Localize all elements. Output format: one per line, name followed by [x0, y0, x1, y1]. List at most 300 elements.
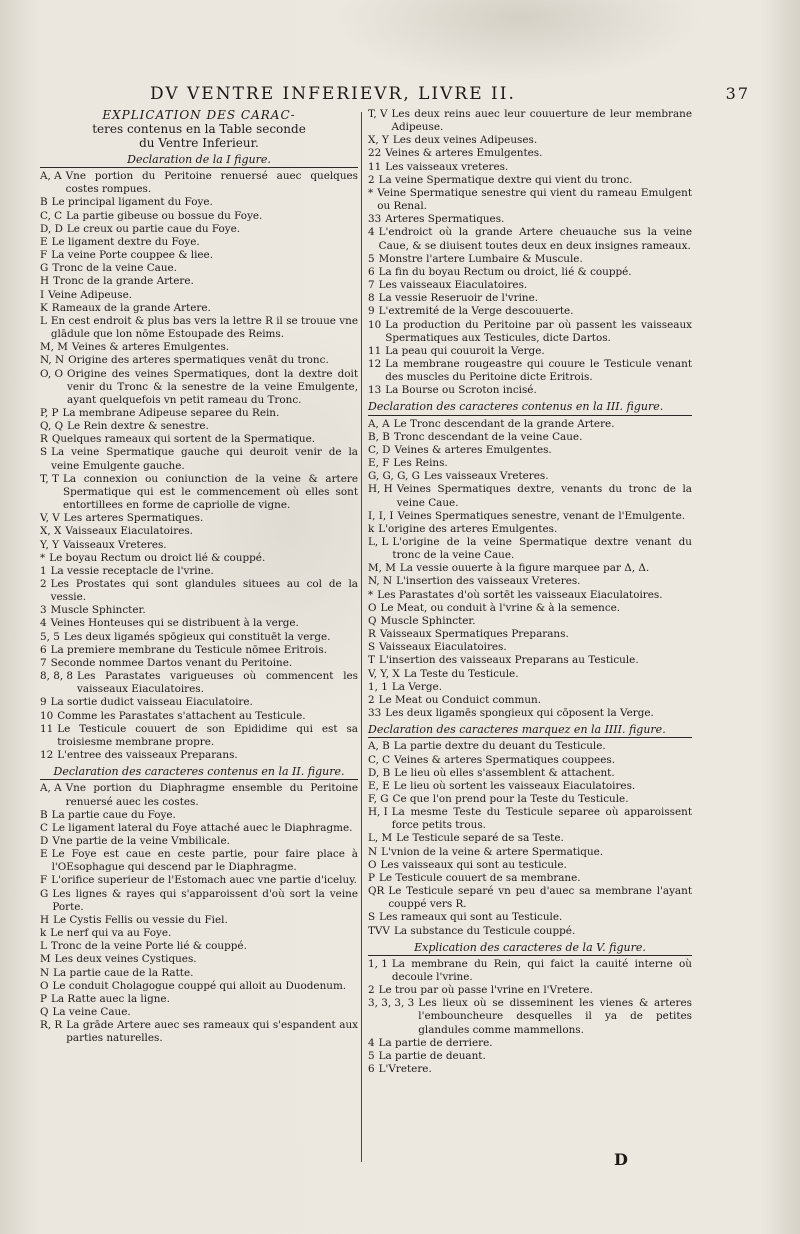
- legend-entry: [368, 174, 692, 187]
- legend-text: Veines Spermatiques senestre, venant de l'Emulgente.: [397, 509, 686, 522]
- heading-figure-1: Declaration de la I figure.: [40, 153, 358, 168]
- legend-marker: H, I: [368, 806, 388, 819]
- legend-text: Le ligament dextre du Foye.: [51, 235, 200, 248]
- legend-marker: Y, Y: [40, 538, 59, 551]
- legend-text: Tronc descendant de la veine Caue.: [393, 430, 583, 443]
- legend-entry: [40, 822, 358, 835]
- legend-marker: 8, 8, 8: [40, 670, 74, 683]
- legend-entry: [40, 565, 358, 578]
- legend-marker: R, R: [40, 1019, 63, 1032]
- legend-text: Arteres Spermatiques.: [385, 213, 505, 226]
- legend-entry: [368, 483, 692, 509]
- legend-marker: 4: [368, 226, 375, 239]
- legend-marker: O: [40, 979, 49, 992]
- left-column: [40, 108, 358, 1045]
- legend-entry: [40, 578, 358, 604]
- legend-text: Veines & arteres Emulgentes.: [385, 147, 543, 160]
- legend-marker: 5, 5: [40, 630, 60, 643]
- legend-text: Veines Honteuses qui se distribuent à la verge.: [50, 617, 299, 630]
- list-figure-2-continued: [368, 108, 692, 397]
- legend-text: La mesme Teste du Testicule separee où apparoissent force petits trous.: [391, 806, 692, 832]
- legend-entry: [40, 539, 358, 552]
- legend-marker: *: [368, 588, 374, 601]
- legend-text: Vaisseaux Spermatiques Preparans.: [379, 628, 569, 641]
- header-title: DV VENTRE INFERIEVR, LIVRE II.: [150, 84, 516, 104]
- legend-marker: D: [40, 834, 49, 847]
- legend-entry: [40, 420, 358, 433]
- legend-marker: Q: [368, 614, 377, 627]
- legend-entry: [368, 615, 692, 628]
- legend-entry: [368, 780, 692, 793]
- legend-entry: [40, 953, 358, 966]
- legend-marker: I, I, I: [368, 509, 394, 522]
- legend-marker: B: [40, 808, 48, 821]
- legend-entry: [40, 604, 358, 617]
- legend-marker: H: [40, 913, 50, 926]
- legend-marker: k: [368, 522, 375, 535]
- legend-marker: C, C: [40, 209, 63, 222]
- legend-marker: 2: [368, 984, 375, 997]
- legend-marker: B, B: [368, 430, 390, 443]
- legend-entry: [368, 641, 692, 654]
- legend-text: Seconde nommee Dartos venant du Peritoine.: [50, 656, 293, 669]
- legend-text: Le creux ou partie caue du Foye.: [66, 222, 241, 235]
- legend-text: Monstre l'artere Lumbaire & Muscule.: [378, 252, 583, 265]
- legend-entry: [40, 848, 358, 874]
- legend-marker: 1: [40, 564, 47, 577]
- legend-entry: [40, 710, 358, 723]
- legend-text: La sortie dudict vaisseau Eiaculatoire.: [50, 696, 253, 709]
- legend-text: La production du Peritoine par où passent les vaisseaux Spermatiques aux Testicules, dicte Dartos.: [385, 318, 692, 344]
- legend-entry: [40, 341, 358, 354]
- title-line-1: EXPLICATION DES CARAC-: [102, 108, 296, 122]
- legend-entry: [368, 602, 692, 615]
- legend-text: Comme les Parastates s'attachent au Testicule.: [57, 709, 306, 722]
- legend-entry: [368, 575, 692, 588]
- legend-marker: TVV: [368, 924, 390, 937]
- legend-text: Le Meat, ou conduit à l'vrine & à la semence.: [380, 601, 621, 614]
- legend-marker: *: [40, 551, 46, 564]
- legend-marker: 11: [368, 160, 382, 173]
- legend-marker: 7: [40, 656, 47, 669]
- legend-text: Veines & arteres Spermatiques couppees.: [394, 753, 615, 766]
- legend-text: La veine Caue.: [52, 1006, 131, 1018]
- legend-entry: [368, 187, 692, 213]
- legend-entry: [368, 266, 692, 279]
- legend-entry: [368, 134, 692, 147]
- legend-marker: 13: [368, 384, 382, 397]
- legend-text: Les deux veines Adipeuses.: [392, 134, 538, 147]
- legend-text: Le Testicule couuert de sa membrane.: [379, 871, 581, 884]
- legend-text: Vne portion du Diaphragme ensemble du Peritoine renuersé auec les costes.: [65, 782, 358, 808]
- legend-text: Le Testicule separé de sa Teste.: [396, 832, 564, 845]
- legend-text: Le trou par où passe l'vrine en l'Vretere.: [378, 984, 593, 997]
- legend-entry: [40, 888, 358, 914]
- legend-entry: [368, 384, 692, 397]
- legend-text: Le Testicule separé vn peu d'auec sa membrane l'ayant couppé vers R.: [388, 885, 692, 911]
- legend-marker: 9: [40, 696, 47, 709]
- legend-text: Vaisseaux Eiaculatoires.: [65, 525, 193, 538]
- legend-entry: [368, 1063, 692, 1076]
- legend-marker: A, B: [368, 740, 390, 753]
- legend-text: Veines & arteres Emulgentes.: [394, 443, 552, 456]
- legend-text: La grāde Artere auec ses rameaux qui s'espandent aux parties naturelles.: [66, 1019, 358, 1045]
- legend-entry: [40, 368, 358, 407]
- legend-entry: [40, 670, 358, 696]
- legend-text: L'insertion des vaisseaux Preparans au Testicule.: [378, 654, 639, 667]
- column-divider: [361, 112, 362, 1162]
- legend-text: La membrane rougeastre qui couure le Testicule venant des muscles du Peritoine dicte Eritrois.: [385, 357, 692, 384]
- legend-text: La peau qui couuroit la Verge.: [385, 344, 545, 357]
- legend-entry: [368, 536, 692, 562]
- section-title: [40, 108, 358, 150]
- legend-marker: QR: [368, 885, 385, 898]
- legend-entry: [368, 681, 692, 694]
- legend-marker: K: [40, 301, 48, 314]
- legend-entry: [368, 859, 692, 872]
- legend-text: Vne portion du Peritoine renuersé auec quelques costes rompues.: [65, 170, 358, 196]
- legend-marker: O: [368, 858, 377, 871]
- legend-text: La partie gibeuse ou bossue du Foye.: [66, 209, 263, 222]
- legend-entry: [368, 832, 692, 845]
- legend-entry: [40, 223, 358, 236]
- legend-marker: 33: [368, 213, 382, 226]
- legend-entry: [40, 407, 358, 420]
- legend-text: Veine Adipeuse.: [48, 288, 133, 301]
- page-number: 37: [725, 84, 750, 103]
- legend-entry: [40, 809, 358, 822]
- legend-entry: [368, 694, 692, 707]
- legend-entry: [368, 806, 692, 832]
- legend-entry: [368, 925, 692, 938]
- legend-marker: E, E: [368, 779, 390, 792]
- legend-marker: M: [40, 953, 51, 966]
- legend-entry: [40, 525, 358, 538]
- legend-entry: [40, 993, 358, 1006]
- legend-text: L'insertion des vaisseaux Vreteres.: [396, 575, 581, 588]
- legend-text: Le Rein dextre & senestre.: [67, 420, 209, 433]
- legend-entry: [368, 740, 692, 753]
- legend-text: La partie caue de la Ratte.: [53, 966, 194, 979]
- legend-entry: [40, 249, 358, 262]
- legend-text: Veines Spermatiques dextre, venants du tronc de la veine Caue.: [396, 483, 692, 509]
- legend-text: Les arteres Spermatiques.: [63, 512, 204, 525]
- legend-marker: 9: [368, 305, 375, 318]
- legend-marker: E, F: [368, 457, 390, 470]
- legend-marker: V, Y, X: [368, 667, 400, 680]
- legend-marker: N, N: [368, 575, 393, 588]
- legend-text: L'endroict où la grande Artere cheuauche sus la veine Caue, & se diuisent toutes deux en deux insignes rameaux.: [378, 226, 692, 252]
- legend-entry: [40, 289, 358, 302]
- legend-marker: H: [40, 275, 50, 288]
- legend-text: La partie de deuant.: [378, 1049, 486, 1062]
- legend-entry: [40, 262, 358, 275]
- legend-marker: 1, 1: [368, 957, 388, 970]
- legend-entry: [368, 1037, 692, 1050]
- legend-entry: [368, 846, 692, 859]
- legend-marker: 12: [40, 749, 54, 762]
- legend-marker: 3, 3, 3, 3: [368, 997, 415, 1010]
- legend-marker: B: [40, 196, 48, 209]
- legend-entry: [40, 210, 358, 223]
- heading-figure-2: Declaration des caracteres contenus en la II. figure.: [40, 765, 358, 780]
- legend-marker: C: [40, 821, 48, 834]
- legend-text: Le Foye est caue en ceste partie, pour faire place à l'OEsophague qui descend par le Diaphragme.: [51, 848, 358, 874]
- legend-text: La premiere membrane du Testicule nōmee Eritrois.: [50, 643, 328, 656]
- legend-text: Les rameaux qui sont au Testicule.: [379, 911, 563, 924]
- legend-marker: T: [368, 654, 375, 667]
- legend-entry: [40, 980, 358, 993]
- legend-entry: [368, 319, 692, 345]
- legend-entry: [40, 433, 358, 446]
- legend-text: Rameaux de la grande Artere.: [51, 301, 211, 314]
- legend-marker: E: [40, 848, 48, 861]
- legend-entry: [40, 782, 358, 808]
- legend-entry: [40, 170, 358, 196]
- legend-text: L'Vretere.: [378, 1063, 432, 1076]
- legend-marker: L: [40, 940, 47, 953]
- legend-marker: 11: [40, 722, 54, 735]
- legend-text: Origine des veines Spermatiques, dont la dextre doit venir du Tronc & la senestre de la veine Emulgente, ayant quelquefois vn petit rameau du Tronc.: [67, 367, 358, 406]
- legend-text: L'entree des vaisseaux Preparans.: [57, 749, 238, 762]
- legend-text: La membrane du Rein, qui faict la cauité interne où decoule l'vrine.: [391, 957, 692, 983]
- legend-text: Les Reins.: [393, 457, 448, 470]
- heading-figure-4: Declaration des caracteres marquez en la IIII. figure.: [368, 723, 692, 738]
- legend-marker: A, A: [40, 782, 62, 795]
- legend-entry: [40, 696, 358, 709]
- legend-entry: [40, 657, 358, 670]
- legend-entry: [368, 885, 692, 911]
- legend-text: La veine Porte couppee & liee.: [51, 249, 213, 262]
- legend-marker: F, G: [368, 792, 389, 805]
- legend-marker: 4: [40, 617, 47, 630]
- list-figure-4: [368, 740, 692, 937]
- legend-entry: [368, 431, 692, 444]
- legend-entry: [368, 958, 692, 984]
- legend-text: L'orifice superieur de l'Estomach auec vne partie d'iceluy.: [51, 874, 357, 887]
- legend-text: Les deux veines Cystiques.: [54, 953, 197, 966]
- legend-entry: [368, 628, 692, 641]
- legend-text: Le boyau Rectum ou droict lié & couppé.: [49, 551, 266, 564]
- list-figure-5: [368, 958, 692, 1076]
- legend-text: La Bourse ou Scroton incisé.: [385, 384, 537, 397]
- legend-entry: [40, 874, 358, 887]
- legend-marker: A, A: [368, 417, 390, 430]
- legend-text: La veine Spermatique dextre qui vient du tronc.: [378, 173, 633, 186]
- legend-marker: k: [40, 927, 47, 940]
- legend-marker: 6: [40, 643, 47, 656]
- legend-entry: [40, 473, 358, 512]
- legend-marker: 2: [40, 578, 47, 590]
- legend-marker: 1, 1: [368, 680, 388, 693]
- list-figure-1: [40, 170, 358, 762]
- legend-text: Vne partie de la veine Vmbilicale.: [52, 834, 230, 847]
- title-line-3: du Ventre Inferieur.: [139, 136, 259, 150]
- legend-entry: [40, 354, 358, 367]
- legend-text: Le Testicule couuert de son Epididime qui est sa troisiesme membrane propre.: [57, 722, 358, 748]
- legend-text: Le nerf qui va au Foye.: [50, 927, 172, 940]
- legend-text: La Teste du Testicule.: [403, 667, 519, 680]
- legend-marker: 5: [368, 1049, 375, 1062]
- legend-entry: [40, 302, 358, 315]
- legend-marker: 6: [368, 265, 375, 278]
- legend-entry: [368, 523, 692, 536]
- legend-text: Les vaisseaux qui sont au testicule.: [380, 858, 567, 871]
- legend-entry: [368, 305, 692, 318]
- legend-marker: 10: [40, 709, 54, 722]
- legend-marker: 6: [368, 1063, 375, 1076]
- legend-text: Muscle Sphincter.: [50, 604, 146, 617]
- legend-marker: L: [40, 314, 47, 327]
- legend-marker: H, H: [368, 483, 393, 496]
- legend-text: Veines & arteres Emulgentes.: [71, 341, 230, 354]
- legend-marker: 2: [368, 173, 375, 186]
- legend-marker: N: [40, 966, 50, 979]
- legend-entry: [40, 275, 358, 288]
- legend-entry: [40, 644, 358, 657]
- legend-marker: Q, Q: [40, 420, 64, 433]
- legend-text: Vaisseaux Vreteres.: [62, 538, 167, 551]
- legend-marker: R: [368, 628, 376, 641]
- legend-entry: [40, 927, 358, 940]
- legend-entry: [368, 510, 692, 523]
- legend-entry: [368, 279, 692, 292]
- legend-entry: [40, 940, 358, 953]
- legend-entry: [40, 236, 358, 249]
- legend-text: Le Tronc descendant de la grande Artere.: [393, 417, 615, 430]
- legend-entry: [40, 914, 358, 927]
- legend-entry: [368, 984, 692, 997]
- legend-text: Les lignes & rayes qui s'apparoissent d'où sort la veine Porte.: [52, 887, 358, 913]
- legend-entry: [368, 793, 692, 806]
- legend-marker: I: [40, 288, 45, 301]
- legend-text: Le principal ligament du Foye.: [51, 196, 213, 209]
- legend-entry: [368, 754, 692, 767]
- legend-entry: [368, 358, 692, 384]
- legend-marker: P: [368, 871, 375, 884]
- title-line-2: teres contenus en la Table seconde: [92, 122, 306, 136]
- legend-marker: D, B: [368, 766, 391, 779]
- legend-marker: N: [368, 845, 378, 858]
- legend-marker: F: [40, 249, 48, 262]
- legend-marker: 4: [368, 1036, 375, 1049]
- legend-text: La veine Spermatique gauche qui deuroit venir de la veine Emulgente gauche.: [51, 446, 358, 472]
- legend-entry: [368, 444, 692, 457]
- legend-entry: [368, 1050, 692, 1063]
- legend-marker: N, N: [40, 354, 65, 367]
- legend-entry: [40, 967, 358, 980]
- legend-entry: [368, 418, 692, 431]
- right-column: [368, 108, 692, 1076]
- legend-marker: L, M: [368, 832, 393, 845]
- running-header: [150, 84, 750, 106]
- legend-entry: [368, 668, 692, 681]
- legend-text: Le lieu où sortent les vaisseaux Eiaculatoires.: [393, 779, 636, 792]
- legend-text: Tronc de la grande Artere.: [53, 275, 194, 288]
- legend-marker: M, M: [368, 562, 396, 575]
- legend-text: Les deux ligamēs spongieux qui cōposent la Verge.: [385, 707, 654, 720]
- legend-marker: 12: [368, 357, 382, 370]
- legend-entry: [368, 767, 692, 780]
- legend-marker: V, V: [40, 512, 60, 525]
- legend-text: Le ligament lateral du Foye attaché auec le Diaphragme.: [51, 821, 353, 834]
- legend-text: Le lieu où elles s'assemblent & attachent.: [394, 766, 615, 779]
- legend-entry: [368, 562, 692, 575]
- legend-text: Vaisseaux Eiaculatoires.: [379, 641, 507, 654]
- legend-entry: [368, 457, 692, 470]
- legend-marker: 8: [368, 292, 375, 305]
- legend-text: Les Prostates qui sont glandules situees au col de la vessie.: [50, 578, 358, 604]
- legend-marker: O, O: [40, 367, 64, 380]
- legend-text: Les vaisseaux Eiaculatoires.: [378, 279, 528, 292]
- legend-text: Les vaisseaux vreteres.: [385, 160, 509, 173]
- legend-entry: [40, 617, 358, 630]
- legend-marker: G, G, G, G: [368, 470, 420, 483]
- legend-text: La vessie receptacle de l'vrine.: [50, 564, 214, 577]
- legend-marker: *: [368, 186, 374, 199]
- legend-text: Quelques rameaux qui sortent de la Spermatique.: [51, 433, 316, 446]
- legend-marker: P, P: [40, 406, 59, 419]
- legend-marker: L, L: [368, 536, 389, 548]
- legend-entry: [368, 147, 692, 160]
- legend-text: Tronc de la veine Porte lié & couppé.: [50, 940, 247, 953]
- legend-text: L'origine de la veine Spermatique dextre venant du tronc de la veine Caue.: [392, 536, 692, 562]
- legend-text: L'extremité de la Verge descouuerte.: [378, 305, 574, 318]
- legend-marker: Q: [40, 1006, 49, 1018]
- legend-text: Les lieux où se disseminent les vienes & arteres l'embouncheure desquelles il ya de petites glandules comme mammellons.: [418, 997, 692, 1036]
- legend-text: La Verge.: [391, 680, 442, 693]
- legend-entry: [368, 872, 692, 885]
- legend-entry: [368, 470, 692, 483]
- legend-marker: E: [40, 235, 48, 248]
- legend-marker: O: [368, 601, 377, 614]
- legend-entry: [368, 589, 692, 602]
- legend-entry: [368, 161, 692, 174]
- legend-marker: X, X: [40, 525, 62, 538]
- legend-text: La partie dextre du deuant du Testicule.: [393, 740, 606, 753]
- legend-text: La connexion ou coniunction de la veine & artere Spermatique qui est le commencement où elles sont entortillees en forme de capriolle de vigne.: [62, 472, 358, 512]
- legend-text: Veine Spermatique senestre qui vient du rameau Emulgent ou Renal.: [377, 186, 692, 213]
- legend-entry: [368, 997, 692, 1036]
- list-figure-2: [40, 782, 358, 1045]
- legend-marker: 3: [40, 604, 47, 617]
- legend-marker: X, Y: [368, 134, 389, 147]
- legend-text: Origine des arteres spermatiques venāt du tronc.: [68, 354, 329, 367]
- legend-text: La vessie ouuerte à la figure marquee par Δ, Δ.: [399, 562, 650, 575]
- legend-marker: A, A: [40, 170, 62, 183]
- legend-marker: P: [40, 992, 47, 1005]
- list-figure-3: [368, 418, 692, 721]
- legend-marker: G: [40, 262, 49, 275]
- legend-entry: [40, 512, 358, 525]
- legend-marker: 22: [368, 147, 382, 160]
- legend-text: Tronc de la veine Caue.: [52, 262, 177, 275]
- legend-marker: M, M: [40, 341, 68, 354]
- legend-text: Le Meat ou Conduict commun.: [378, 693, 542, 706]
- legend-text: La partie caue du Foye.: [51, 808, 176, 821]
- legend-marker: C, D: [368, 443, 391, 456]
- legend-marker: D, D: [40, 222, 63, 235]
- legend-entry: [368, 253, 692, 266]
- legend-entry: [368, 345, 692, 358]
- signature-mark: D: [614, 1150, 628, 1169]
- legend-marker: T, T: [40, 472, 59, 485]
- legend-text: La Ratte auec la ligne.: [51, 992, 170, 1005]
- legend-entry: [40, 749, 358, 762]
- legend-marker: F: [40, 874, 48, 887]
- legend-entry: [40, 552, 358, 565]
- legend-entry: [40, 723, 358, 749]
